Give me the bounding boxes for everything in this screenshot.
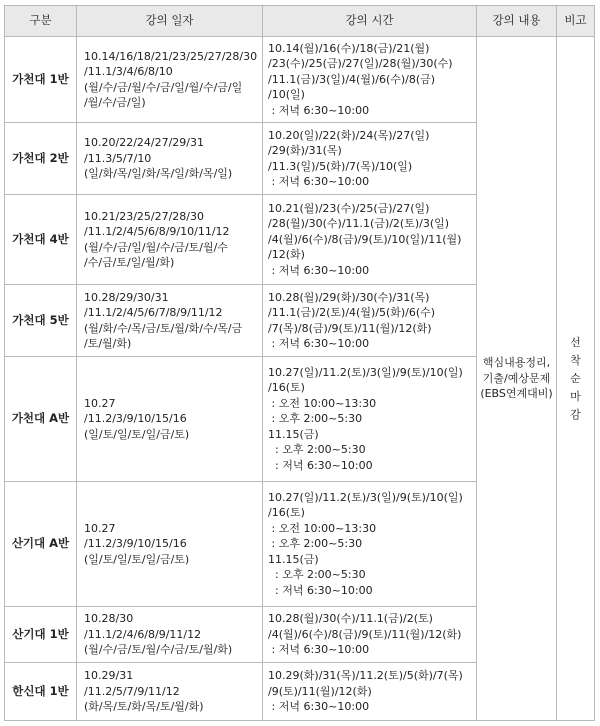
time-line: /7(목)/8(금)/9(토)/11(월)/12(화): [268, 321, 432, 335]
time-line: 10.27(일)/11.2(토)/3(일)/9(토)/10(일): [268, 365, 463, 379]
date-line: /토/월/화): [84, 337, 132, 350]
time-line: : 오후 2:00~5:30: [268, 537, 363, 551]
time-line: : 저녁 6:30~10:00: [268, 583, 373, 597]
remarks-char: 선: [570, 335, 581, 349]
date-line: (월/수/금/토/월/수/금/토/월/화): [84, 643, 233, 657]
class-name: 가천대 A반: [5, 357, 77, 482]
date-line: (일/토/일/토/일/금/토): [84, 552, 190, 566]
time-line: 10.20(일)/22(화)/24(목)/27(일): [268, 128, 430, 142]
time-line: /4(월)/6(수)/8(금)/9(토)/10(일)/11(월): [268, 232, 462, 246]
class-name: 산기대 A반: [5, 482, 77, 607]
class-name: 가천대 4반: [5, 195, 77, 285]
lecture-times: [263, 663, 477, 721]
date-line: (화/목/토/화/목/토/월/화): [84, 700, 204, 714]
time-line: 10.29(화)/31(목)/11.2(토)/5(화)/7(목): [268, 669, 463, 683]
time-line: : 저녁 6:30~10:00: [268, 263, 370, 277]
lecture-dates: [77, 285, 263, 357]
remarks-char: 마: [570, 389, 581, 403]
remarks-vertical-text: [570, 334, 582, 424]
time-line: 10.28(월)/29(화)/30(수)/31(목): [268, 290, 430, 304]
date-line: 10.29/31: [84, 669, 134, 683]
time-line: /11.3(일)/5(화)/7(목)/10(일): [268, 159, 413, 173]
lecture-dates: [77, 482, 263, 607]
time-line: : 오후 2:00~5:30: [268, 443, 366, 457]
lecture-times: [263, 357, 477, 482]
time-line: /28(월)/30(수)/11.1(금)/2(토)/3(일): [268, 217, 450, 231]
date-line: /11.2/3/9/10/15/16: [84, 412, 187, 426]
table-header-row: [5, 6, 595, 37]
time-line: /23(수)/25(금)/27(일)/28(월)/30(수): [268, 57, 453, 71]
lecture-times: [263, 607, 477, 663]
header-category: 구분: [5, 6, 77, 37]
date-line: /11.2/3/9/10/15/16: [84, 537, 187, 551]
date-line: (월/수/금/월/수/금/일/월/수/금/일: [84, 80, 243, 94]
date-line: /11.1/3/4/6/8/10: [84, 65, 173, 78]
lecture-schedule-table: [4, 5, 595, 721]
time-line: : 오전 10:00~13:30: [268, 521, 377, 535]
header-lecture-content: 강의 내용: [477, 6, 557, 37]
time-line: 10.28(월)/30(수)/11.1(금)/2(토): [268, 612, 433, 626]
date-line: 10.28/30: [84, 612, 134, 626]
lecture-times: [263, 285, 477, 357]
time-line: : 저녁 6:30~10:00: [268, 175, 370, 188]
schedule-wrapper: [4, 5, 595, 721]
date-line: 10.20/22/24/27/29/31: [84, 136, 205, 150]
date-line: /11.2/5/7/9/11/12: [84, 684, 180, 698]
lecture-dates: [77, 357, 263, 482]
time-line: /9(토)/11(월)/12(화): [268, 684, 372, 698]
date-line: /월/수/금/일): [84, 96, 146, 109]
time-line: /11.1(금)/2(토)/4(월)/5(화)/6(수): [268, 306, 436, 319]
class-name: 산기대 1반: [5, 607, 77, 663]
date-line: 10.27: [84, 521, 116, 535]
lecture-dates: [77, 37, 263, 123]
date-line: 10.14/16/18/21/23/25/27/28/30: [84, 49, 258, 63]
date-line: /11.1/2/4/5/6/7/8/9/11/12: [84, 306, 223, 319]
date-line: (일/토/일/토/일/금/토): [84, 427, 190, 441]
time-line: 11.15(금): [268, 427, 319, 441]
time-line: /10(일): [268, 88, 305, 102]
time-line: /29(화)/31(목): [268, 144, 342, 157]
time-line: /4(월)/6(수)/8(금)/9(토)/11(월)/12(화): [268, 627, 462, 641]
time-line: /16(토): [268, 381, 305, 395]
remarks-char: 감: [570, 407, 581, 421]
header-lecture-times: 강의 시간: [263, 6, 477, 37]
lecture-times: [263, 123, 477, 195]
table-row: [5, 37, 595, 123]
date-line: 10.21/23/25/27/28/30: [84, 209, 205, 223]
time-line: : 저녁 6:30~10:00: [268, 458, 373, 472]
time-line: : 저녁 6:30~10:00: [268, 643, 370, 657]
time-line: /16(토): [268, 506, 305, 520]
time-line: /12(화): [268, 248, 305, 262]
time-line: /11.1(금)/3(일)/4(월)/6(수)/8(금): [268, 72, 436, 86]
lecture-dates: [77, 663, 263, 721]
date-line: (월/수/금/일/월/수/금/토/월/수: [84, 240, 228, 254]
lecture-dates: [77, 195, 263, 285]
date-line: /수/금/토/일/월/화): [84, 256, 175, 269]
time-line: : 오후 2:00~5:30: [268, 568, 366, 582]
date-line: /11.3/5/7/10: [84, 151, 152, 165]
lecture-times: [263, 37, 477, 123]
date-line: (월/화/수/목/금/토/월/화/수/목/금: [84, 321, 243, 335]
class-name: 가천대 2반: [5, 123, 77, 195]
remarks: [557, 37, 595, 721]
content-line: (EBS연계대비): [480, 387, 553, 401]
header-lecture-dates: 강의 일자: [77, 6, 263, 37]
time-line: : 오후 2:00~5:30: [268, 412, 363, 426]
time-line: 10.27(일)/11.2(토)/3(일)/9(토)/10(일): [268, 490, 463, 504]
remarks-char: 순: [570, 371, 581, 385]
time-line: : 저녁 6:30~10:00: [268, 103, 370, 117]
content-line: 기출/예상문제: [482, 371, 551, 385]
date-line: (일/화/목/일/화/목/일/화/목/일): [84, 167, 233, 181]
time-line: 10.21(월)/23(수)/25(금)/27(일): [268, 201, 430, 215]
lecture-times: [263, 482, 477, 607]
date-line: 10.27: [84, 396, 116, 410]
time-line: 10.14(월)/16(수)/18(금)/21(월): [268, 41, 430, 55]
date-line: /11.1/2/4/5/6/8/9/10/11/12: [84, 225, 230, 238]
class-name: 한신대 1반: [5, 663, 77, 721]
lecture-times: [263, 195, 477, 285]
class-name: 가천대 1반: [5, 37, 77, 123]
remarks-char: 착: [570, 353, 581, 367]
date-line: /11.1/2/4/6/8/9/11/12: [84, 627, 202, 641]
header-remarks: 비고: [557, 6, 595, 37]
lecture-dates: [77, 607, 263, 663]
content-line: 핵심내용정리,: [482, 356, 551, 370]
lecture-dates: [77, 123, 263, 195]
date-line: 10.28/29/30/31: [84, 290, 169, 304]
time-line: : 저녁 6:30~10:00: [268, 700, 370, 714]
time-line: : 저녁 6:30~10:00: [268, 337, 370, 350]
lecture-content: [477, 37, 557, 721]
time-line: 11.15(금): [268, 552, 319, 566]
time-line: : 오전 10:00~13:30: [268, 396, 377, 410]
class-name: 가천대 5반: [5, 285, 77, 357]
